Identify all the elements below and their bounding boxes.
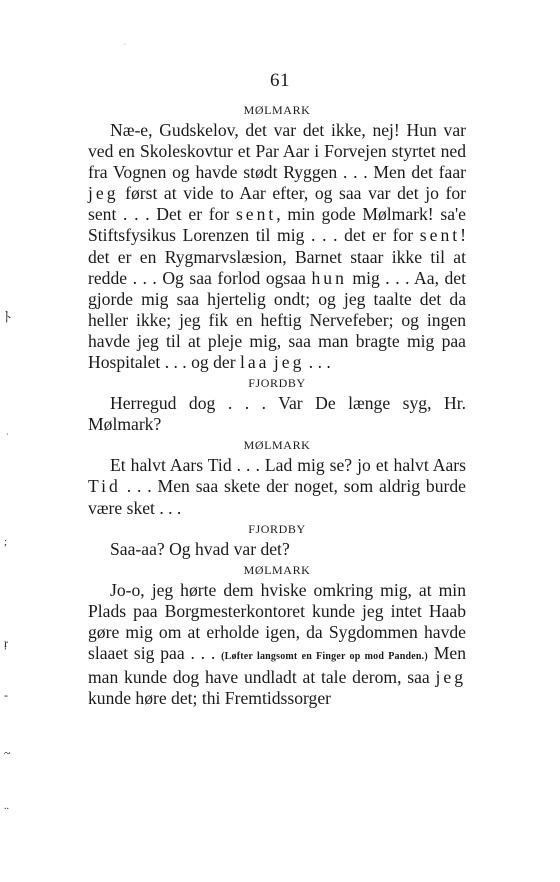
speaker-label-fjordby: FJORDBY — [248, 521, 306, 536]
scan-mark: ~ — [4, 746, 11, 760]
scan-speck: · — [124, 42, 126, 48]
scan-mark: ŗ — [4, 636, 8, 650]
play-text — [88, 100, 466, 709]
speech-fjordby-1: Herregud dog . . . Var De længe syg, Hr. Mølmark? — [88, 393, 466, 435]
scan-mark: ; — [4, 536, 8, 548]
stage-direction: (Løfter langsomt en Finger op mod Panden.) — [221, 650, 428, 662]
speaker-label-fjordby: FJORDBY — [248, 376, 306, 391]
scan-speck: · — [6, 430, 9, 439]
speaker-label-molmark: MØLMARK — [243, 562, 311, 577]
page-number: 61 — [270, 70, 290, 91]
scan-mark: ﾄ — [4, 311, 11, 326]
speech-fjordby-2: Saa-aa? Og hvad var det? — [110, 538, 290, 559]
speech-molmark-3: Jo-o, jeg hørte dem hviske omkring mig, at min Plads paa Borgmesterkontoret kunde jeg intet Haab gøre mig om at erholde igen, da Sygdommen havde slaaet sig paa . . . (Løfter langsomt en Finger op mod Panden.) Men man kunde dog have undladt at tale derom, saa jeg kunde høre det; thi Fremtidssorger — [88, 579, 466, 709]
speech-molmark-2: Et halvt Aars Tid . . . Lad mig se? jo et halvt Aars Tid . . . Men saa skete der noget, som aldrig burde være sket . . . — [88, 455, 466, 518]
scan-mark: - — [4, 688, 8, 702]
speaker-label-molmark: MØLMARK — [243, 103, 311, 117]
scan-mark: .. — [4, 801, 9, 812]
speaker-label-molmark: MØLMARK — [243, 438, 311, 453]
speech-molmark-1: Næ-e, Gudskelov, det var det ikke, nej! Hun var ved en Skoleskovtur et Par Aar i Forvejen styrtet ned fra Vognen og havde stødt Ryggen . . . Men det faar jeg først at vide to Aar efter, og saa var det jo for sent . . . Det er for sent, min gode Mølmark! sa'e Stiftsfysikus Lorenzen til mig . . . det er for sent! det er en Rygmarvslæsion, Barnet staar ikke til at redde . . . Og saa forlod ogsaa hun mig . . . Aa, det gjorde mig saa hjertelig ondt; og jeg taalte det da heller ikke; jeg fik en heftig Nervefeber; og ingen havde jeg til at pleje mig, saa man bragte mig paa Hospitalet . . . og der laa jeg . . . — [88, 120, 466, 373]
